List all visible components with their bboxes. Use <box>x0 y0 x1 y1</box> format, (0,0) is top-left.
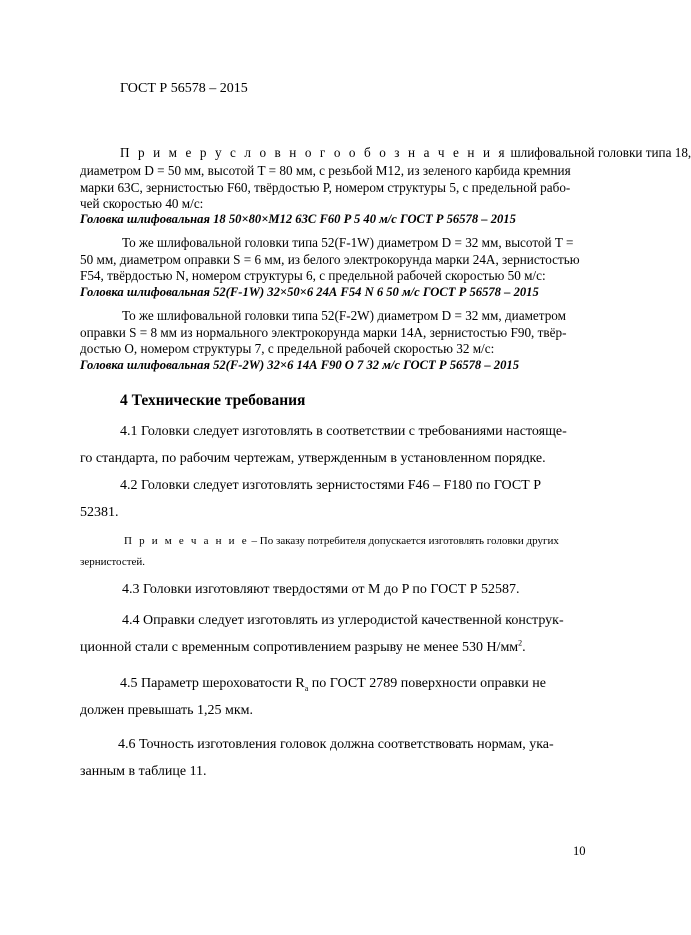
example-line1-text: шлифовальной головки типа 18, <box>507 145 691 160</box>
paragraph-4-3: 4.3 Головки изготовляют твердостями от M до P по ГОСТ Р 52587. <box>122 582 520 597</box>
designation-example-3: Головка шлифовальная 52(F-2W) 32×6 14А F90 O 7 32 м/с ГОСТ Р 56578 – 2015 <box>80 358 519 372</box>
example2-line-3: F54, твёрдостью N, номером структуры 6, с предельной рабочей скоростью 50 м/с: <box>80 268 546 283</box>
paragraph-4-4-line-1: 4.4 Оправки следует изготовлять из углеродистой качественной конструк- <box>122 613 564 628</box>
designation-example-1: Головка шлифовальная 18 50×80×M12 63С F60 P 5 40 м/с ГОСТ Р 56578 – 2015 <box>80 212 516 226</box>
example3-line-2: оправки S = 8 мм из нормального электрокорунда марки 14А, зернистостью F90, твёр- <box>80 325 567 340</box>
example3-line-3: достью O, номером структуры 7, с предельной рабочей скоростью 32 м/с: <box>80 341 495 356</box>
paragraph-4-4-period: . <box>522 640 526 655</box>
section-heading: 4 Технические требования <box>120 392 306 409</box>
note-line-1 <box>124 536 559 547</box>
paragraph-4-2-line-1: 4.2 Головки следует изготовлять зернистостями F46 – F180 по ГОСТ Р <box>120 478 542 493</box>
paragraph-4-1-line-1: 4.1 Головки следует изготовлять в соответствии с требованиями настояще- <box>120 424 567 439</box>
designation-example-2: Головка шлифовальная 52(F-1W) 32×50×6 24А F54 N 6 50 м/с ГОСТ Р 56578 – 2015 <box>80 285 539 299</box>
example2-line-2: 50 мм, диаметром оправки S = 6 мм, из белого электрокорунда марки 24А, зернистостью <box>80 252 580 267</box>
page-number: 10 <box>573 844 586 858</box>
note-label: П р и м е ч а н и е <box>124 535 249 547</box>
subscript-a: a <box>304 683 309 693</box>
superscript-2: 2 <box>518 638 523 648</box>
paragraph-4-6-line-1: 4.6 Точность изготовления головок должна соответствовать нормам, ука- <box>118 737 554 752</box>
document-header-id: ГОСТ Р 56578 – 2015 <box>120 81 248 96</box>
example-first-line <box>120 146 691 159</box>
paragraph-4-5-text-a: 4.5 Параметр шероховатости R <box>120 676 305 691</box>
paragraph-4-4-text: ционной стали с временным сопротивлением разрыву не менее 530 Н/мм <box>80 640 519 655</box>
example-line-4: чей скоростью 40 м/с: <box>80 196 204 211</box>
paragraph-4-6-line-2: занным в таблице 11. <box>80 764 207 779</box>
note-line-2: зернистостей. <box>80 556 146 568</box>
paragraph-4-4-line-2 <box>80 638 526 655</box>
example-line-3: марки 63С, зернистостью F60, твёрдостью P, номером структуры 5, с предельной рабо- <box>80 180 571 195</box>
paragraph-4-1-line-2: го стандарта, по рабочим чертежам, утвержденным в установленном порядке. <box>80 451 546 466</box>
example3-line-1: То же шлифовальной головки типа 52(F-2W) диаметром D = 32 мм, диаметром <box>122 308 566 323</box>
example2-line-1: То же шлифовальной головки типа 52(F-1W) диаметром D = 32 мм, высотой T = <box>122 235 574 250</box>
example-label: П р и м е р у с л о в н о г о о б о з н а ч е н и я <box>120 145 508 160</box>
paragraph-4-2-line-2: 52381. <box>80 505 119 520</box>
example-line-2: диаметром D = 50 мм, высотой T = 80 мм, с резьбой M12, из зеленого карбида кремния <box>80 163 571 178</box>
paragraph-4-5-text-b: по ГОСТ 2789 поверхности оправки не <box>308 676 546 691</box>
paragraph-4-5-line-2: должен превышать 1,25 мкм. <box>80 703 253 718</box>
paragraph-4-5-line-1 <box>120 677 546 691</box>
note-text: – По заказу потребителя допускается изготовлять головки других <box>248 535 559 547</box>
